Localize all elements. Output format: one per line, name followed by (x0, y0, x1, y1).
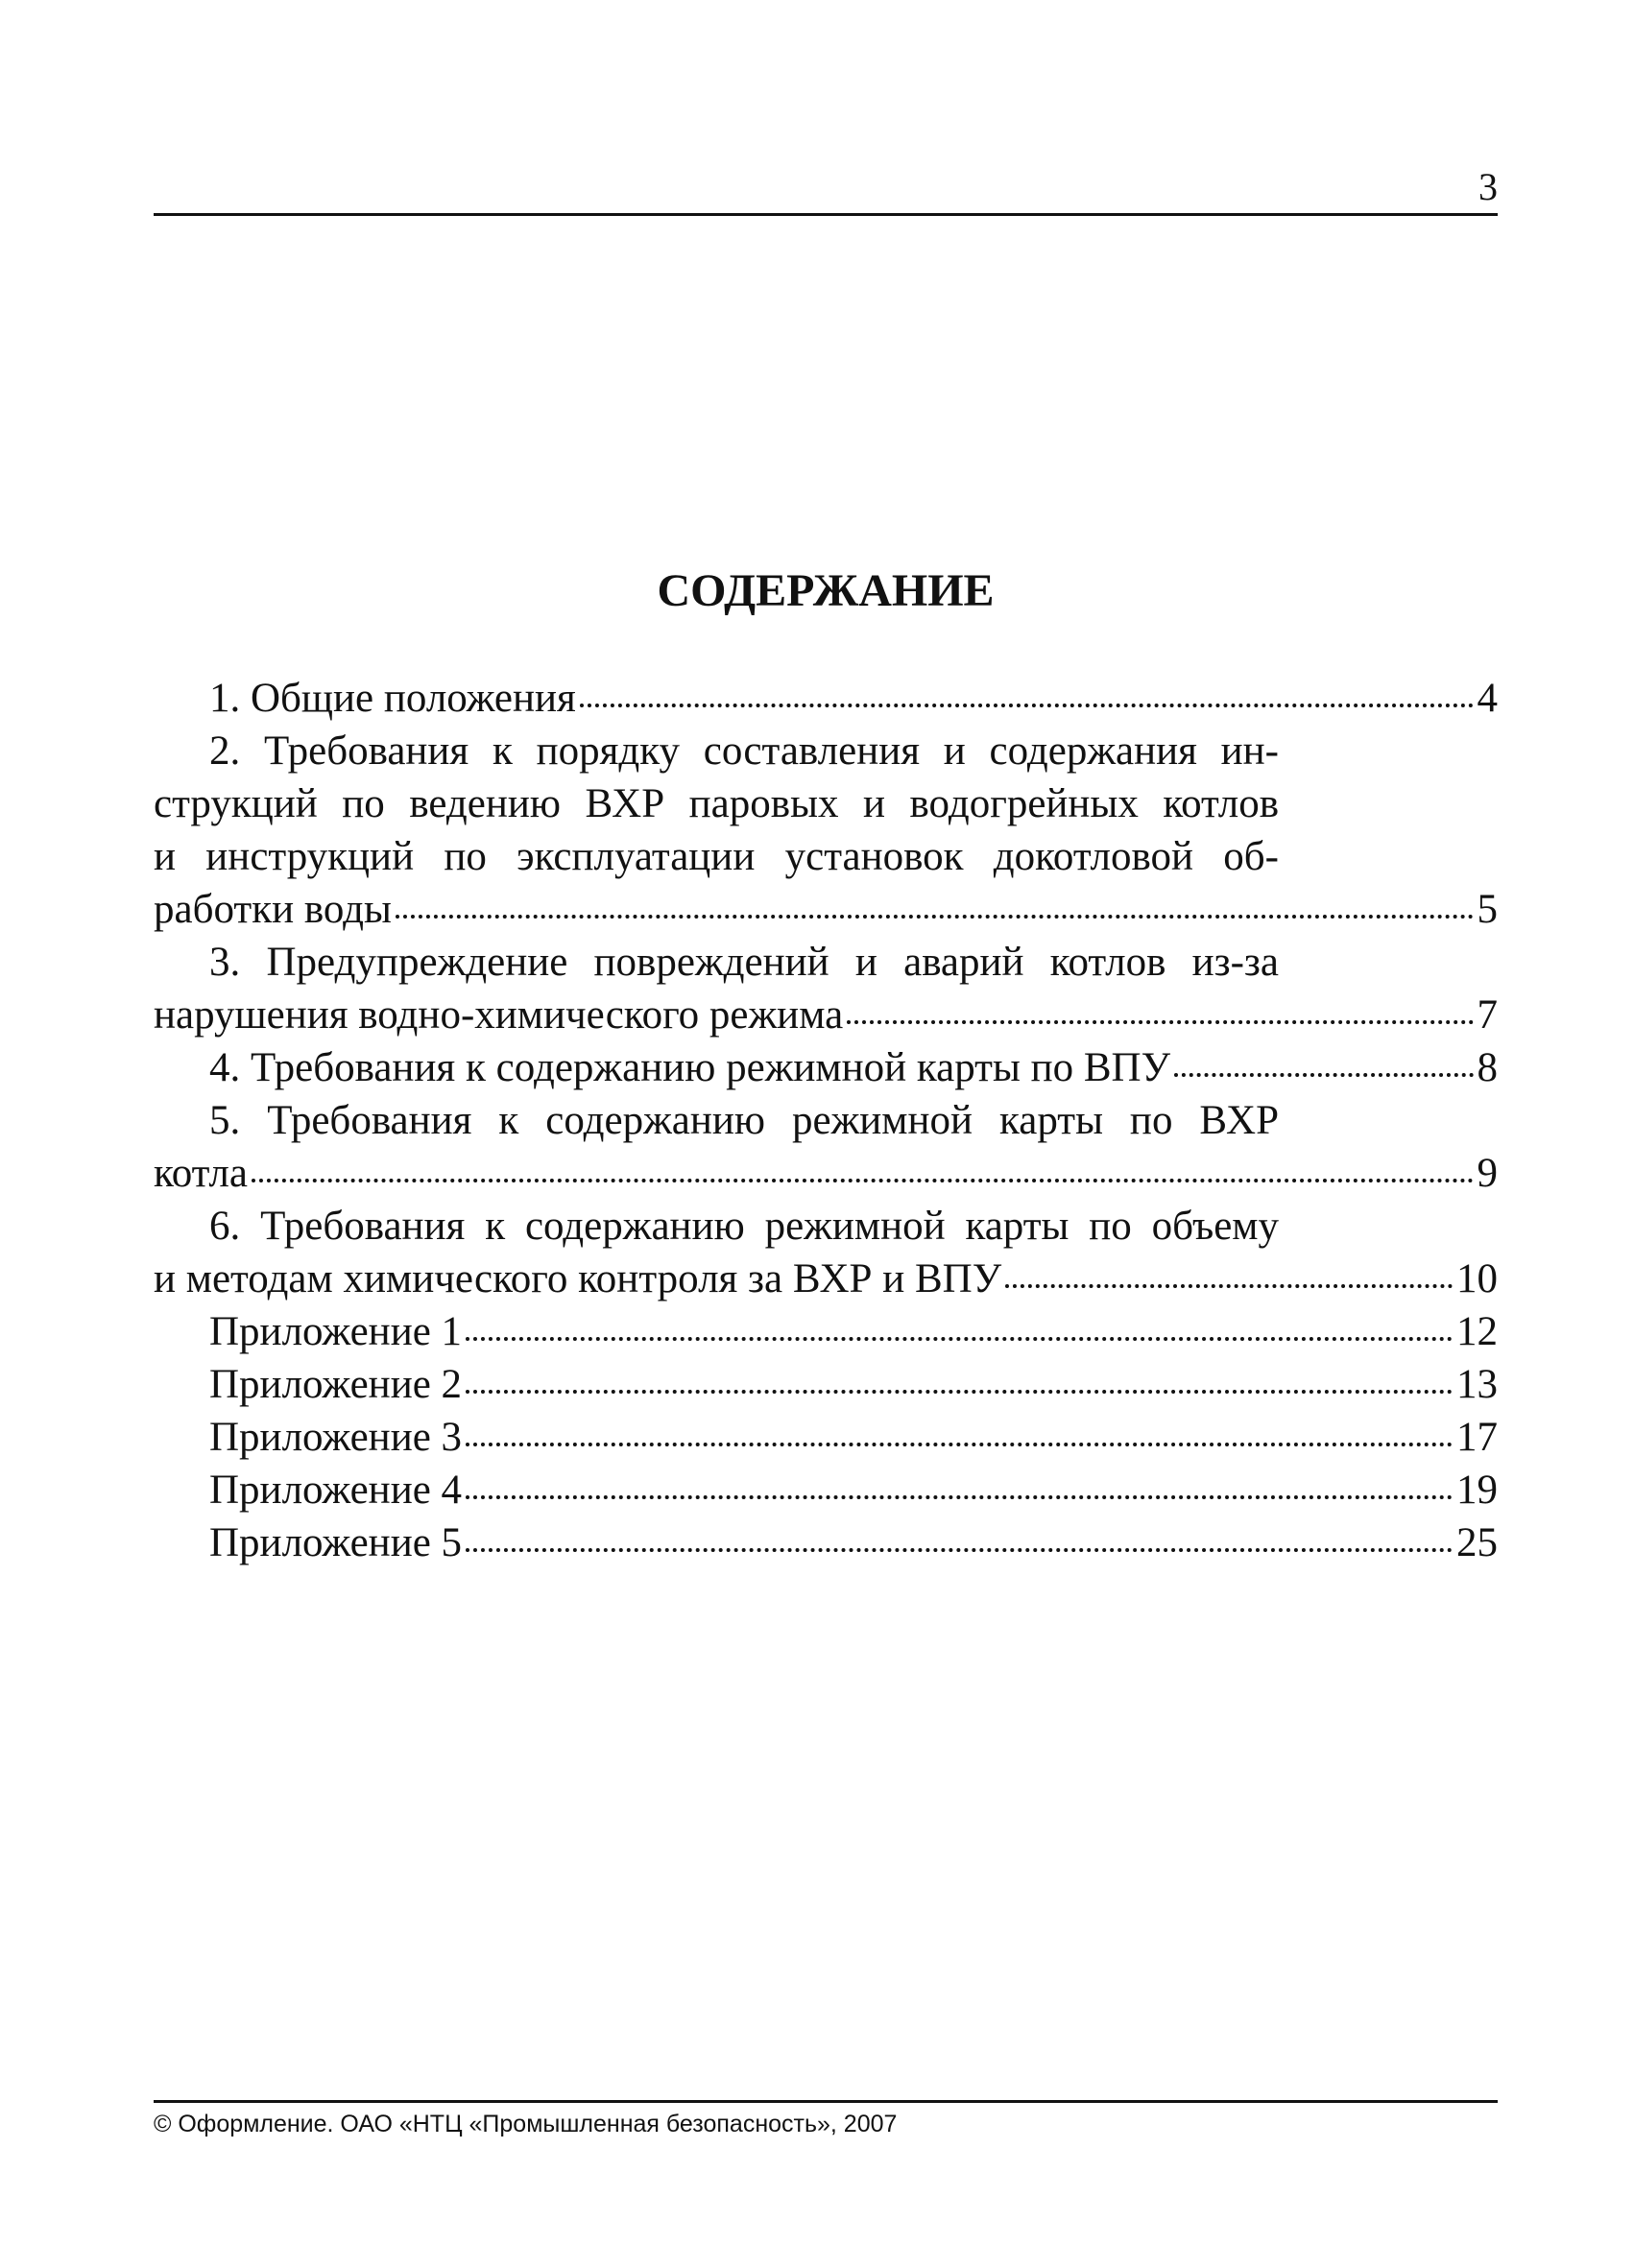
toc-entry-text-line: и методам химического контроля за ВХР и ВПУ (154, 1256, 1002, 1301)
toc-entry-5[interactable] (154, 1094, 1498, 1200)
copyright-footer: © Оформление. ОАО «НТЦ «Промышленная безопасность», 2007 (154, 2111, 898, 2137)
toc-entry-appendix-1[interactable] (154, 1305, 1498, 1358)
toc-entry-text: Приложение 3 (209, 1415, 463, 1460)
toc-title: СОДЕРЖАНИЕ (657, 565, 995, 616)
toc-page-number: 10 (1456, 1256, 1498, 1301)
toc-entry-text: Приложение 1 (209, 1309, 463, 1354)
toc-entry-text: Приложение 5 (209, 1520, 463, 1565)
toc-entry-3[interactable] (154, 936, 1498, 1041)
toc-entry-1[interactable] (154, 672, 1498, 725)
toc-entry-appendix-2[interactable] (154, 1358, 1498, 1411)
footer-rule (154, 2100, 1498, 2103)
toc-entry-text: 1. Общие положения (209, 676, 576, 721)
dot-leader (396, 915, 1474, 919)
dot-leader (466, 1390, 1453, 1394)
toc-entry-text: Приложение 4 (209, 1468, 463, 1513)
toc-entry-text: Приложение 2 (209, 1362, 463, 1407)
toc-page-number: 12 (1456, 1309, 1498, 1354)
toc-page-number: 5 (1477, 887, 1498, 932)
toc-entry-text-line: и инструкций по эксплуатации установок докотловой об- (154, 834, 1279, 879)
dot-leader (1174, 1073, 1473, 1077)
dot-leader (466, 1443, 1453, 1446)
toc-entry-text-line: котла (154, 1151, 248, 1196)
toc-page-number: 13 (1456, 1362, 1498, 1407)
toc-entry-text-line: струкций по ведению ВХР паровых и водогрейных котлов (154, 781, 1279, 826)
dot-leader (580, 704, 1474, 707)
toc-page-number: 25 (1456, 1520, 1498, 1565)
toc-entry-text-line: 6. Требования к содержанию режимной карты по объему (209, 1204, 1279, 1249)
toc-page-number: 19 (1456, 1468, 1498, 1513)
toc-page-number: 8 (1477, 1045, 1498, 1090)
toc-page-number: 17 (1456, 1415, 1498, 1460)
toc-page-number: 4 (1477, 676, 1498, 721)
table-of-contents (154, 672, 1498, 1569)
toc-entry-6[interactable] (154, 1200, 1498, 1305)
page-number: 3 (1478, 165, 1498, 208)
toc-page-number: 9 (1477, 1151, 1498, 1196)
dot-leader (1005, 1284, 1453, 1288)
toc-entry-appendix-5[interactable] (154, 1516, 1498, 1569)
toc-entry-text-line: нарушения водно-химического режима (154, 992, 844, 1038)
dot-leader (466, 1548, 1453, 1552)
dot-leader (252, 1179, 1474, 1182)
toc-entry-appendix-4[interactable] (154, 1464, 1498, 1516)
toc-entry-text-line: 3. Предупреждение повреждений и аварий котлов из-за (209, 940, 1279, 985)
toc-entry-4[interactable] (154, 1041, 1498, 1094)
toc-page-number: 7 (1477, 992, 1498, 1038)
toc-entry-text-line: 5. Требования к содержанию режимной карты по ВХР (209, 1098, 1279, 1143)
toc-entry-text-line: работки воды (154, 887, 392, 932)
dot-leader (847, 1020, 1473, 1024)
dot-leader (466, 1495, 1453, 1499)
header-rule (154, 213, 1498, 216)
toc-entry-appendix-3[interactable] (154, 1411, 1498, 1464)
toc-entry-2[interactable] (154, 725, 1498, 936)
dot-leader (466, 1337, 1453, 1341)
toc-entry-text: 4. Требования к содержанию режимной карты по ВПУ (209, 1045, 1171, 1090)
toc-entry-text-line: 2. Требования к порядку составления и содержания ин- (209, 728, 1279, 774)
